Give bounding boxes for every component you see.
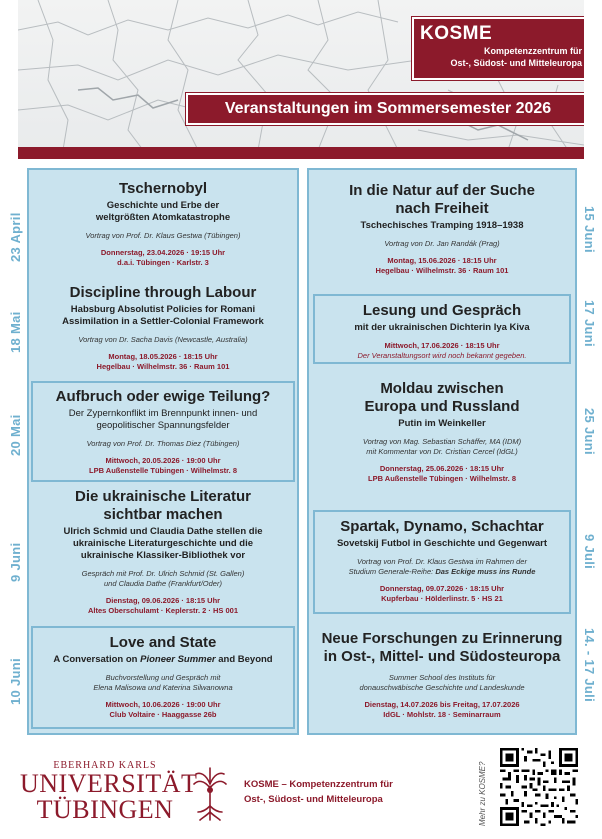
event-title: Die ukrainische Literatur sichtbar machen [75,488,251,523]
event-speaker-1: Buchvorstellung und Gespräch mit [105,673,221,682]
right-column [307,168,577,735]
event-title: Spartak, Dynamo, Schachtar [340,518,544,535]
event-aufbruch-oder-ewige-teilung [31,381,295,482]
date-label-left-3: 20 Mai [8,414,23,456]
event-tschernobyl [33,180,293,268]
left-column [27,168,299,735]
qr-code-icon[interactable] [500,748,578,826]
event-when: Mittwoch, 20.05.2026 · 19:00 Uhr [105,456,221,465]
university-logo [20,760,198,824]
event-speaker: Vortrag von Dr. Jan Randák (Prag) [384,239,500,248]
qr-label: Mehr zu KOSME? [478,761,487,826]
kosme-subtitle-1: Kompetenzzentrum für [483,46,582,56]
event-when: Donnerstag, 25.06.2026 · 18:15 Uhr [379,464,505,473]
university-logo-line-1: EBERHARD KARLS [53,760,157,771]
event-speaker-1: Vortrag von Prof. Dr. Klaus Gestwa im Rahmen der [357,557,527,566]
event-where: LPB Außenstelle Tübingen · Wilhelmstr. 8 [367,474,516,483]
event-moldau [313,380,571,484]
event-love-and-state [31,626,295,729]
event-when: Montag, 18.05.2026 · 18:15 Uhr [108,352,218,361]
event-subtitle: mit der ukrainischen Dichterin Iya Kiva [354,322,530,333]
event-neue-forschungen [313,630,571,720]
event-when: Dienstag, 14.07.2026 bis Freitag, 17.07.2026 [364,700,520,709]
date-label-right-1: 15 Juni [582,206,597,253]
event-speaker-2: Elena Malisowa und Katerina Silwanowna [93,683,233,692]
event-ukrainische-literatur [33,488,293,616]
date-label-left-4: 9 Juni [8,542,23,582]
event-subtitle: Sovetskij Futbol in Geschichte und Gegenwart [336,538,548,549]
event-when: Donnerstag, 09.07.2026 · 18:15 Uhr [379,584,505,593]
event-subtitle: Tschechisches Tramping 1918–1938 [360,220,524,231]
event-when: Mittwoch, 10.06.2026 · 19:00 Uhr [105,700,221,709]
event-title: Love and State [109,634,217,651]
event-title: In die Natur auf der Suche nach Freiheit [349,182,535,217]
palm-tree-icon [190,766,230,822]
event-in-die-natur [313,182,571,276]
event-where: d.a.i. Tübingen · Karlstr. 3 [117,258,209,267]
header-map [18,0,584,150]
event-subtitle: Ulrich Schmid und Claudia Dathe stellen die ukrainische Literaturgeschichte und die ukrainische Klassiker-Bibliothek vor [63,526,263,561]
event-title: Tschernobyl [118,180,208,197]
event-speaker-2: donauschwäbische Geschichte und Landeskunde [359,683,525,692]
date-label-right-4: 9 Juli [582,534,597,570]
event-where: Kupferbau · Hölderlinstr. 5 · HS 21 [381,594,503,603]
kosme-header-box [412,17,584,80]
event-subtitle: Geschichte und Erbe der weltgrößten Atomkatastrophe [95,200,231,223]
kosme-title: KOSME [420,23,493,44]
university-logo-line-2: UNIVERSITÄT [20,769,198,798]
event-when: Montag, 15.06.2026 · 18:15 Uhr [387,256,497,265]
event-subtitle-book: Pioneer Summer [140,654,216,665]
event-subtitle-pre: A Conversation on [53,654,141,665]
date-label-left-5: 10 Juni [8,658,23,705]
event-where: LPB Außenstelle Tübingen · Wilhelmstr. 8 [88,466,237,475]
event-series-title: Das Eckige muss ins Runde [435,567,536,576]
date-label-left-1: 23 April [8,212,23,262]
event-where: Hegelbau · Wilhelmstr. 36 · Raum 101 [375,266,509,275]
event-where: Club Voltaire · Haaggasse 26b [109,710,217,719]
event-subtitle: Habsburg Absolutist Policies for Romani Assimilation in a Settler-Colonial Framework [62,304,264,327]
event-subtitle-post: and Beyond [215,654,273,665]
date-label-right-2: 17 Juni [582,300,597,347]
event-when: Dienstag, 09.06.2026 · 18:15 Uhr [105,596,221,605]
event-title: Moldau zwischen Europa und Russland [364,380,520,415]
event-when: Mittwoch, 17.06.2026 · 18:15 Uhr [384,341,500,350]
event-subtitle: Putin im Weinkeller [398,418,486,429]
event-title: Neue Forschungen zu Erinnerung in Ost-, Mittel- und Südosteuropa [321,630,563,665]
footer-kosme-line-1: KOSME – Kompetenzzentrum für [244,779,393,790]
footer-kosme [244,777,393,807]
date-label-right-3: 25 Juni [582,408,597,455]
event-subtitle: Der Zypernkonflikt im Brennpunkt innen- und geopolitischer Spannungsfelder [68,408,258,431]
event-speaker: Vortrag von Prof. Dr. Klaus Gestwa (Tübingen) [85,231,241,240]
event-spartak-dynamo-schachtar [313,510,571,614]
event-speaker-2 [315,567,569,577]
date-label-right-5: 14. - 17 Juli [582,628,597,702]
event-speaker-1: Vortrag von Mag. Sebastian Schäffer, MA (IDM) [362,437,522,446]
event-lesung-und-gespraech [313,294,571,364]
event-series: Studium Generale-Reihe: [348,567,436,576]
semester-banner: Veranstaltungen im Sommersemester 2026 [186,93,584,125]
event-speaker: Vortrag von Prof. Dr. Thomas Diez (Tübingen) [86,439,240,448]
event-location-note: Der Veranstaltungsort wird noch bekannt gegeben. [357,351,527,360]
event-where: IdGL · Mohlstr. 18 · Seminarraum [383,710,501,719]
event-speaker-2: und Claudia Dathe (Frankfurt/Oder) [104,579,222,588]
event-subtitle [33,654,293,666]
kosme-subtitle-2: Ost-, Südost- und Mitteleuropa [450,58,582,68]
event-speaker-1: Summer School des Instituts für [388,673,496,682]
date-label-left-2: 18 Mai [8,311,23,353]
event-speaker: Vortrag von Dr. Sacha Davis (Newcastle, Australia) [78,335,248,344]
footer-kosme-line-2: Ost-, Südost- und Mitteleuropa [244,794,383,805]
event-speaker-2: mit Kommentar von Dr. Cristian Cercel (IdGL) [366,447,518,456]
event-title: Lesung und Gespräch [362,302,522,319]
event-when: Donnerstag, 23.04.2026 · 19:15 Uhr [100,248,226,257]
event-title: Aufbruch oder ewige Teilung? [55,388,271,405]
event-title: Discipline through Labour [69,284,257,301]
university-logo-line-3: TÜBINGEN [36,795,174,824]
event-speaker-1: Gespräch mit Prof. Dr. Ulrich Schmid (St. Gallen) [81,569,245,578]
event-discipline-through-labour [33,284,293,372]
event-where: Altes Oberschulamt · Keplerstr. 2 · HS 001 [87,606,239,615]
header-divider [18,147,584,159]
event-where: Hegelbau · Wilhelmstr. 36 · Raum 101 [96,362,230,371]
